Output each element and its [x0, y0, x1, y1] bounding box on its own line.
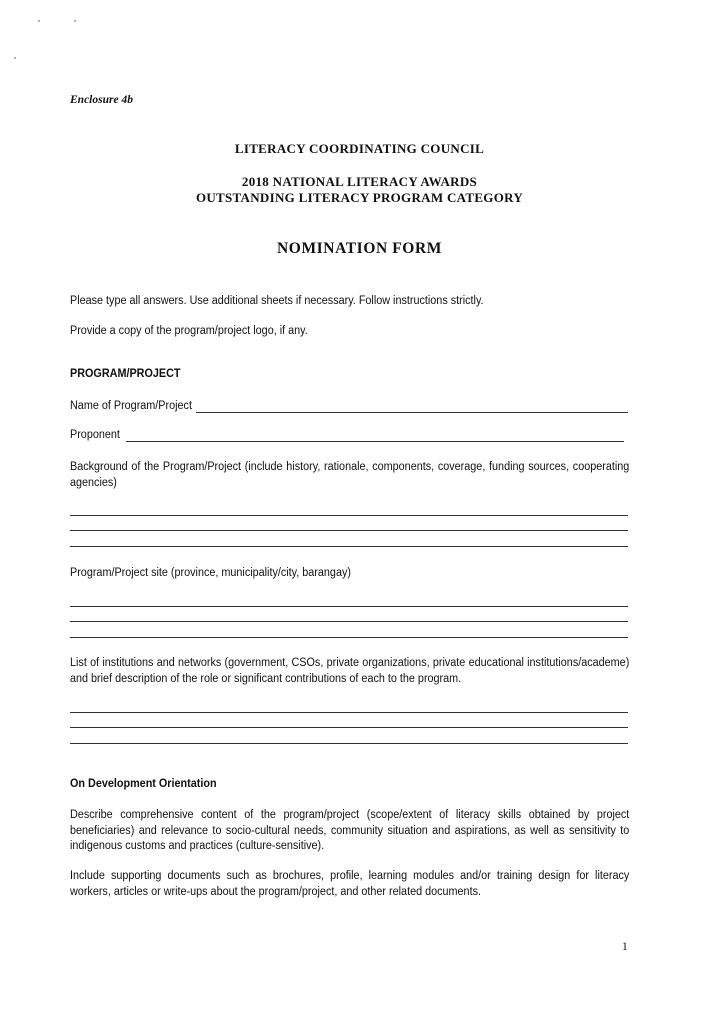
proponent-label: Proponent	[70, 429, 120, 441]
background-label: Background of the Program/Project (include history, rationale, components, coverage, funding sources, cooperating agencies)	[70, 461, 630, 489]
site-answer-line[interactable]	[70, 606, 628, 607]
institutions-answer-line[interactable]	[70, 743, 628, 744]
institutions-label: List of institutions and networks (government, CSOs, private organizations, private educational institutions/academe) and brief description of the role or significant contributions of each to the program.	[70, 657, 630, 685]
instruction-line-1: Please type all answers. Use additional sheets if necessary. Follow instructions strictly.	[70, 295, 484, 307]
scan-speck	[74, 20, 76, 22]
site-answer-line[interactable]	[70, 637, 628, 638]
background-answer-line[interactable]	[70, 546, 628, 547]
enclosure-label: Enclosure 4b	[70, 94, 133, 106]
development-include-text: Include supporting documents such as brochures, profile, learning modules and/or training design for literacy workers, articles or write-ups about the program/project, and other related documents.	[70, 870, 630, 898]
development-describe-text: Describe comprehensive content of the program/project (scope/extent of literacy skills obtained by project beneficiaries) and relevance to socio-cultural needs, community situation and aspirations, as well as sensitivity to indigenous customs and practices (culture-sensitive).	[70, 809, 630, 852]
background-answer-line[interactable]	[70, 530, 628, 531]
form-title: NOMINATION FORM	[277, 240, 442, 257]
institutions-answer-line[interactable]	[70, 712, 628, 713]
instruction-line-2: Provide a copy of the program/project logo, if any.	[70, 325, 308, 337]
proponent-field[interactable]	[126, 441, 624, 442]
site-label: Program/Project site (province, municipality/city, barangay)	[70, 567, 351, 579]
institutions-answer-line[interactable]	[70, 727, 628, 728]
development-section-heading: On Development Orientation	[70, 778, 217, 790]
organization-heading: LITERACY COORDINATING COUNCIL	[234, 141, 485, 156]
site-answer-line[interactable]	[70, 621, 628, 622]
page-number: 1	[622, 941, 628, 953]
program-name-label: Name of Program/Project	[70, 400, 192, 412]
category-heading: OUTSTANDING LITERACY PROGRAM CATEGORY	[195, 190, 524, 205]
scan-speck	[14, 57, 16, 59]
program-section-heading: PROGRAM/PROJECT	[70, 368, 181, 380]
program-name-field[interactable]	[196, 412, 628, 413]
scan-speck	[38, 20, 40, 22]
awards-heading: 2018 NATIONAL LITERACY AWARDS	[241, 174, 478, 189]
background-answer-line[interactable]	[70, 515, 628, 516]
